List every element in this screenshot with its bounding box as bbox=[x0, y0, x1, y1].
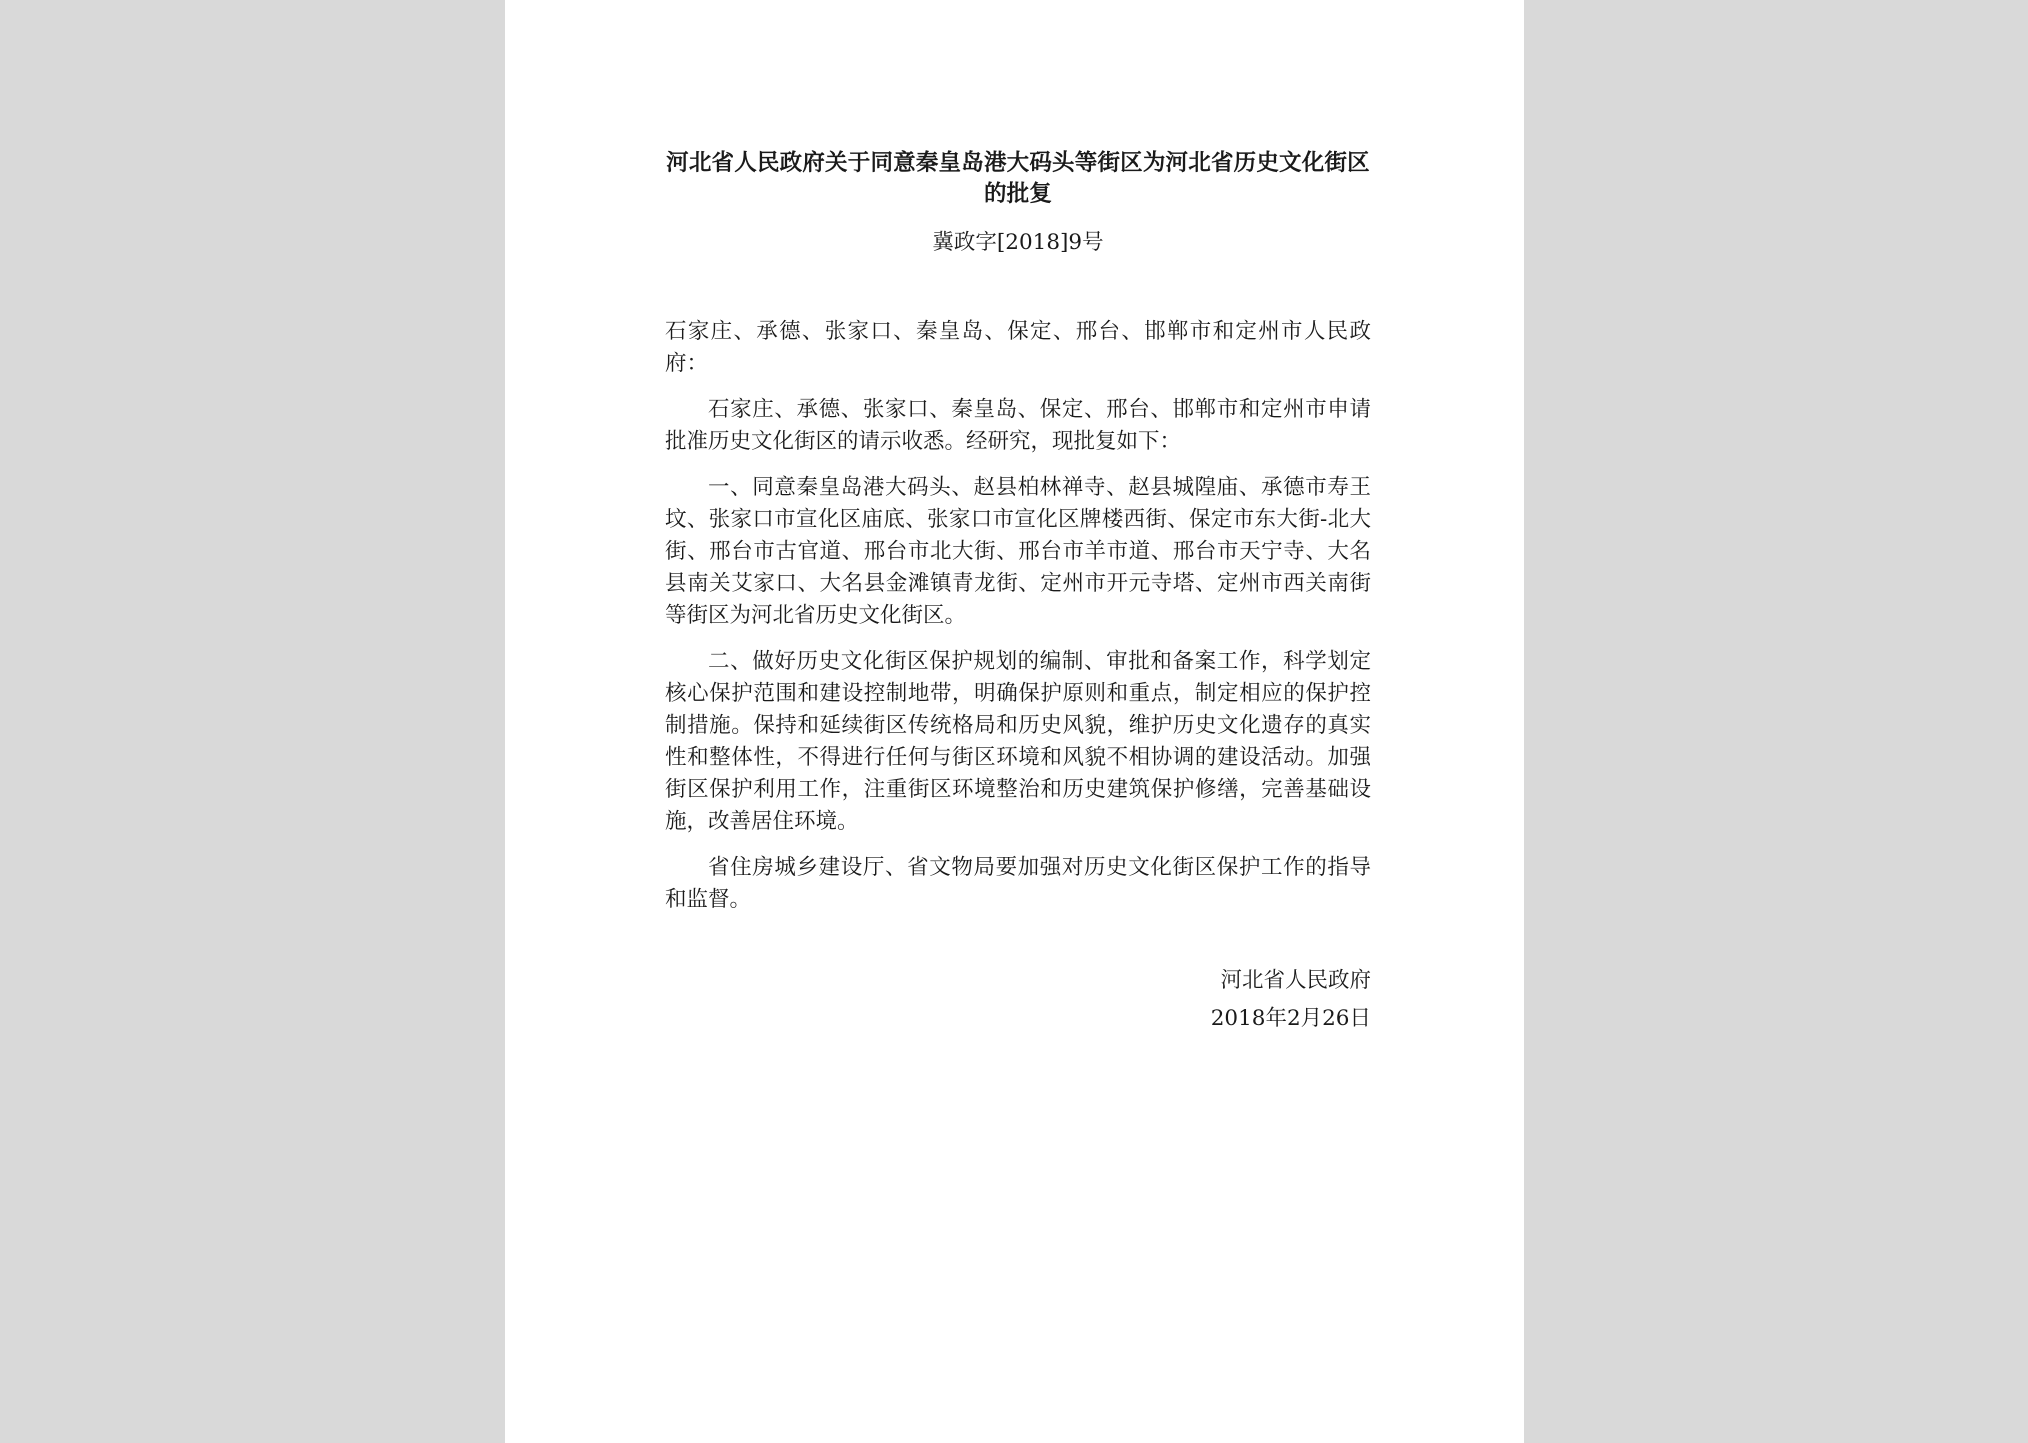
signature-date: 2018年2月26日 bbox=[1210, 1006, 1371, 1031]
document-title: 河北省人民政府关于同意秦皇岛港大码头等街区为河北省历史文化街区的批复 bbox=[666, 150, 1370, 207]
signature-issuer: 河北省人民政府 bbox=[1220, 968, 1371, 993]
document-content bbox=[665, 148, 1371, 1038]
body-paragraph: 一、同意秦皇岛港大码头、赵县柏林禅寺、赵县城隍庙、承德市寿王坟、张家口市宣化区庙底、张家口市宣化区牌楼西街、保定市东大街-北大街、邢台市古官道、邢台市北大街、邢台市羊市道、邢台市天宁寺、大名县南关艾家口、大名县金滩镇青龙街、定州市开元寺塔、定州市西关南街等街区为河北省历史文化街区。 bbox=[665, 475, 1371, 628]
document-number: 冀政字[2018]9号 bbox=[932, 230, 1104, 255]
body-paragraph: 石家庄、承德、张家口、秦皇岛、保定、邢台、邯郸市和定州市申请批准历史文化街区的请示收悉。经研究，现批复如下： bbox=[665, 397, 1371, 454]
body-paragraph: 省住房城乡建设厅、省文物局要加强对历史文化街区保护工作的指导和监督。 bbox=[665, 855, 1371, 912]
addressee: 石家庄、承德、张家口、秦皇岛、保定、邢台、邯郸市和定州市人民政府： bbox=[665, 319, 1371, 376]
body-paragraph: 二、做好历史文化街区保护规划的编制、审批和备案工作，科学划定核心保护范围和建设控制地带，明确保护原则和重点，制定相应的保护控制措施。保持和延续街区传统格局和历史风貌，维护历史文化遗存的真实性和整体性，不得进行任何与街区环境和风貌不相协调的建设活动。加强街区保护利用工作，注重街区环境整治和历史建筑保护修缮，完善基础设施，改善居住环境。 bbox=[665, 649, 1371, 834]
signature-block bbox=[665, 962, 1371, 1038]
document-page bbox=[505, 0, 1524, 1443]
